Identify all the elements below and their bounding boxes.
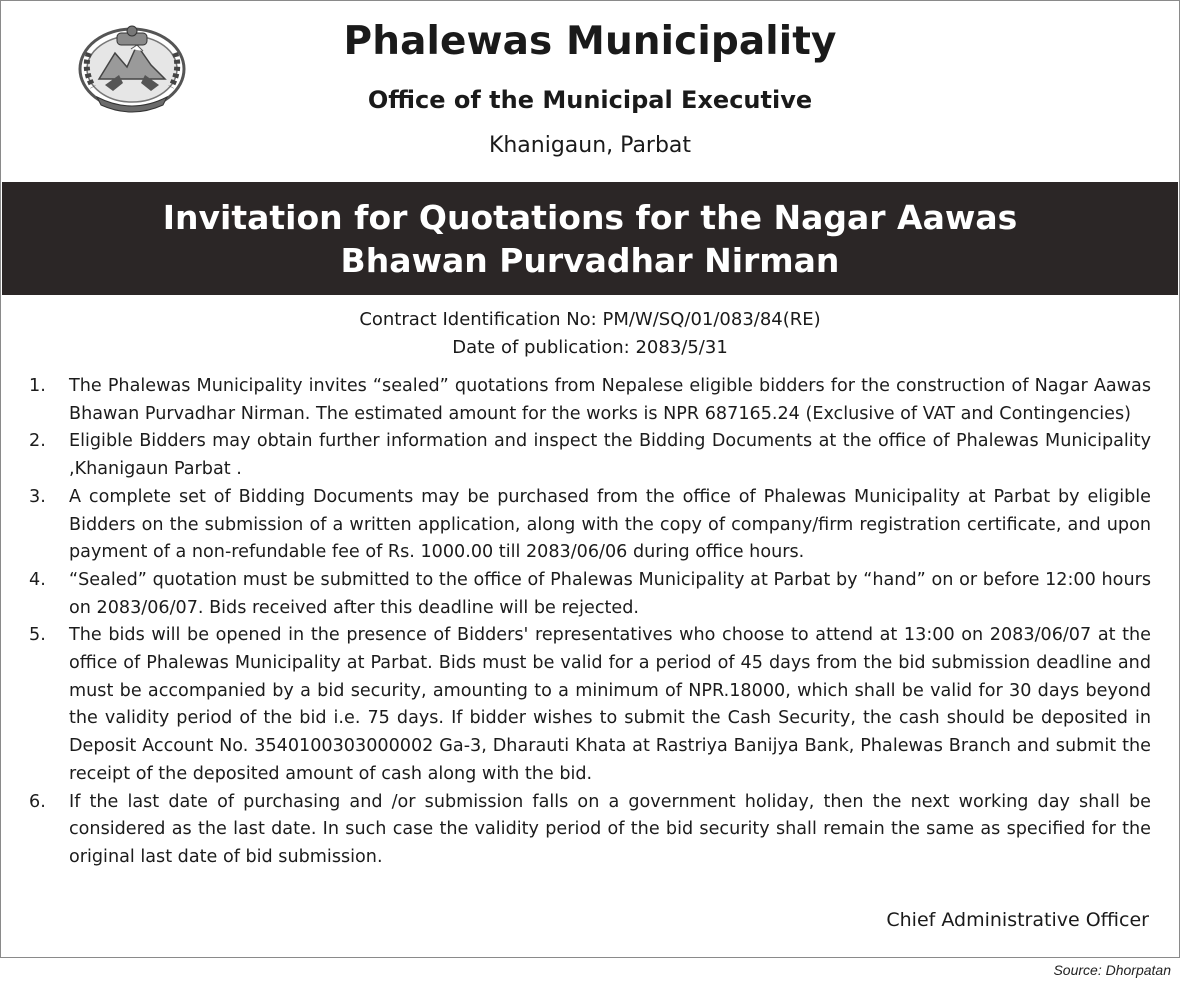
contract-info <box>1 306 1179 362</box>
list-item <box>29 567 1151 622</box>
item-number: 5. <box>29 625 46 646</box>
notice-title-band <box>2 182 1178 295</box>
item-number: 1. <box>29 376 46 396</box>
office-name: Phalewas Municipality <box>343 19 837 64</box>
item-number: 3. <box>29 486 46 507</box>
publication-date: Date of publication: 2083/5/31 <box>452 337 728 358</box>
item-text: The bids will be opened in the presence of Bidders' representatives who choose to attend at 13:00 on 2083/06/07 at the office of Phalewas Municipality at Parbat. Bids must be valid for a period of 45 days from the bid submission deadline and must be accompanied by a bid security, amounting to a minimum of NPR.18000, which shall be valid for 30 days beyond the validity period of the bid i.e. 75 days. If bidder wishes to submit the Cash Security, the cash should be deposited in Deposit Account No. 3540100303000002 Ga-3, Dharauti Khata at Rastriya Banijya Bank, Phalewas Branch and submit the receipt of the deposited amount of cash along with the bid. <box>69 625 1151 784</box>
item-text: “Sealed” quotation must be submitted to the office of Phalewas Municipality at Parbat by “hand” on or before 12:00 hours on 2083/06/07. Bids received after this deadline will be rejected. <box>69 569 1151 618</box>
office-location: Khanigaun, Parbat <box>488 133 692 158</box>
source-credit: Source: Dhorpatan <box>1053 962 1171 978</box>
item-number: 4. <box>29 569 46 590</box>
contract-id: Contract Identification No: PM/W/SQ/01/083/84(RE) <box>359 309 821 330</box>
item-number: 2. <box>29 431 46 452</box>
item-text: The Phalewas Municipality invites “sealed” quotations from Nepalese eligible bidders for the construction of Nagar Aawas Bhawan Purvadhar Nirman. The estimated amount for the works is NPR 687165.24 (Exclusive of VAT and Contingencies) <box>69 376 1151 424</box>
list-item <box>29 484 1151 567</box>
item-text: Eligible Bidders may obtain further information and inspect the Bidding Documents at the office of Phalewas Municipality ,Khanigaun Parbat . <box>69 431 1151 480</box>
item-number: 6. <box>29 791 46 812</box>
item-text: A complete set of Bidding Documents may be purchased from the office of Phalewas Municipality at Parbat by eligible Bidders on the submission of a written application, along with the copy of company/firm registration certificate, and upon payment of a non-refundable fee of Rs. 1000.00 till 2083/06/06 during office hours. <box>69 486 1151 563</box>
notice-title: Invitation for Quotations for the Nagar Aawas Bhawan Purvadhar Nirman <box>162 197 1018 280</box>
signature: Chief Administrative Officer <box>886 909 1149 931</box>
office-subtitle: Office of the Municipal Executive <box>367 86 813 114</box>
notice-items <box>29 373 1151 872</box>
item-text: If the last date of purchasing and /or submission falls on a government holiday, then the next working day shall be considered as the last date. In such case the validity period of the bid security shall remain the same as specified for the original last date of bid submission. <box>69 791 1151 867</box>
list-item <box>29 789 1151 872</box>
list-item <box>29 622 1151 788</box>
list-item <box>29 428 1151 483</box>
list-item <box>29 373 1151 428</box>
